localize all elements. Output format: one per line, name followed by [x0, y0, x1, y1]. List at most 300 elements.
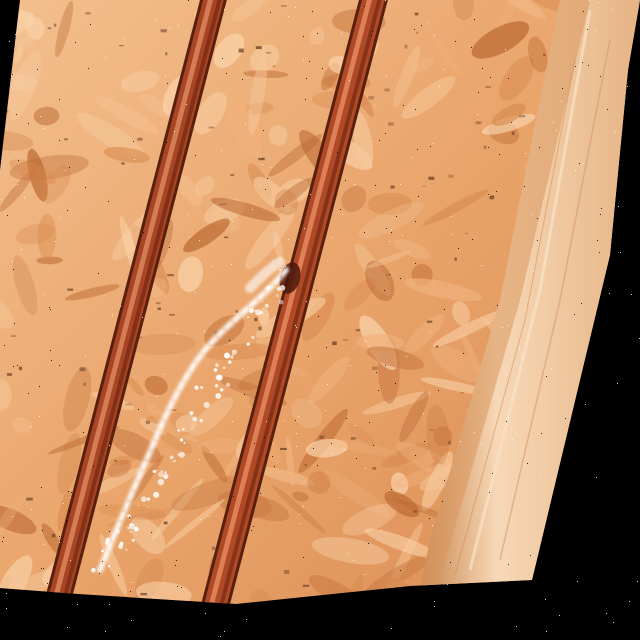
noise-dot [296, 446, 297, 447]
noise-dot [41, 487, 42, 488]
osb-speck [303, 585, 309, 587]
noise-dot [138, 505, 139, 506]
water-droplet [106, 538, 110, 542]
noise-dot [312, 11, 313, 12]
osb-speck [280, 448, 287, 450]
noise-dot [371, 141, 372, 142]
noise-dot [260, 157, 261, 158]
osb-speck [413, 511, 417, 513]
noise-dot [296, 327, 297, 328]
noise-dot [434, 35, 435, 36]
noise-dot [617, 434, 618, 435]
noise-dot [345, 180, 346, 181]
noise-dot [44, 544, 45, 545]
noise-dot [348, 553, 349, 554]
noise-dot [384, 290, 385, 291]
noise-dot [365, 341, 366, 342]
noise-dot [262, 301, 263, 302]
water-droplet [260, 311, 263, 314]
noise-dot [341, 33, 342, 34]
noise-dot [474, 19, 475, 20]
noise-dot [112, 315, 113, 316]
noise-dot [284, 420, 285, 421]
noise-dot [42, 530, 43, 531]
noise-dot [606, 613, 607, 614]
noise-dot [455, 41, 456, 42]
noise-dot [599, 252, 600, 253]
noise-dot [309, 61, 310, 62]
noise-dot [474, 432, 475, 433]
noise-dot [435, 635, 436, 636]
noise-dot [18, 160, 19, 161]
noise-dot [589, 0, 590, 1]
noise-dot [49, 307, 50, 308]
noise-dot [371, 35, 372, 36]
noise-dot [274, 466, 275, 467]
osb-speck [476, 121, 482, 124]
water-droplet [91, 568, 96, 573]
noise-dot [12, 74, 13, 75]
water-droplet [265, 304, 269, 308]
noise-dot [627, 86, 628, 87]
noise-dot [508, 417, 509, 418]
noise-dot [4, 345, 5, 346]
noise-dot [118, 575, 119, 576]
osb-speck [83, 383, 86, 386]
osb-speck [388, 122, 394, 125]
osb-speck [416, 32, 418, 34]
noise-dot [496, 191, 497, 192]
water-droplet [194, 386, 198, 390]
osb-speck [305, 464, 308, 466]
noise-dot [109, 531, 110, 532]
noise-dot [631, 196, 632, 197]
noise-dot [317, 33, 318, 34]
noise-dot [442, 501, 443, 502]
noise-dot [415, 221, 416, 222]
water-droplet [214, 368, 218, 372]
osb-speck [372, 467, 376, 470]
water-droplet [179, 452, 185, 458]
noise-dot [391, 628, 392, 629]
noise-dot [205, 613, 206, 614]
osb-speck [224, 237, 228, 239]
noise-dot [55, 241, 56, 242]
noise-dot [368, 543, 369, 544]
water-droplet [220, 388, 223, 391]
noise-dot [439, 86, 440, 87]
osb-speck [404, 45, 407, 49]
noise-dot [303, 506, 304, 507]
noise-dot [521, 354, 522, 355]
noise-dot [220, 636, 221, 637]
osb-speck [284, 570, 290, 574]
noise-dot [629, 601, 630, 602]
water-droplet [217, 375, 223, 381]
noise-dot [375, 185, 376, 186]
noise-dot [345, 449, 346, 450]
noise-dot [43, 568, 44, 569]
noise-dot [16, 24, 17, 25]
noise-dot [59, 536, 60, 537]
osb-speck [543, 54, 545, 56]
noise-dot [65, 170, 66, 171]
water-droplet [164, 471, 167, 474]
noise-dot [597, 240, 598, 241]
noise-dot [308, 356, 309, 357]
water-droplet [204, 402, 210, 408]
water-droplet [182, 428, 185, 431]
noise-dot [44, 128, 45, 129]
noise-dot [609, 293, 610, 294]
noise-dot [349, 80, 350, 81]
noise-dot [355, 425, 356, 426]
noise-dot [51, 360, 52, 361]
water-droplet [247, 343, 250, 346]
noise-dot [300, 523, 301, 524]
osb-speck [86, 12, 91, 14]
noise-dot [562, 543, 563, 544]
osb-speck [161, 29, 167, 32]
water-droplet [215, 363, 219, 367]
noise-dot [615, 289, 616, 290]
noise-dot [187, 214, 188, 215]
noise-dot [296, 433, 297, 434]
noise-dot [295, 420, 296, 421]
noise-dot [93, 466, 94, 467]
noise-dot [14, 323, 15, 324]
noise-dot [389, 274, 390, 275]
noise-dot [450, 562, 451, 563]
noise-dot [326, 347, 327, 348]
noise-dot [106, 505, 107, 506]
noise-dot [417, 149, 418, 150]
noise-dot [232, 221, 233, 222]
noise-dot [633, 450, 634, 451]
noise-dot [574, 314, 575, 315]
water-droplet [192, 417, 197, 422]
noise-dot [601, 208, 602, 209]
noise-dot [412, 157, 413, 158]
water-droplet [174, 460, 176, 462]
noise-dot [600, 214, 601, 215]
noise-dot [546, 631, 547, 632]
osb-speck [332, 342, 337, 346]
noise-dot [306, 301, 307, 302]
osb-speck [256, 46, 262, 49]
noise-dot [177, 333, 178, 334]
noise-dot [568, 591, 569, 592]
water-droplet [249, 308, 254, 313]
noise-dot [209, 516, 210, 517]
noise-dot [581, 303, 582, 304]
noise-dot [317, 465, 318, 466]
noise-dot [128, 256, 129, 257]
noise-dot [85, 187, 86, 188]
noise-dot [532, 214, 533, 215]
noise-dot [432, 525, 433, 526]
noise-dot [156, 20, 157, 21]
water-droplet [161, 470, 163, 472]
noise-dot [231, 264, 232, 265]
osb-speck [320, 435, 325, 438]
noise-dot [327, 384, 328, 385]
noise-dot [28, 123, 29, 124]
noise-dot [211, 452, 212, 453]
noise-dot [546, 376, 547, 377]
noise-dot [391, 232, 392, 233]
noise-dot [559, 615, 560, 616]
noise-dot [187, 619, 188, 620]
noise-dot [525, 153, 526, 154]
noise-dot [477, 114, 478, 115]
osb-speck [169, 314, 175, 315]
noise-dot [88, 624, 89, 625]
osb-speck [259, 158, 265, 161]
noise-dot [512, 439, 513, 440]
noise-dot [134, 159, 135, 160]
noise-dot [265, 189, 266, 190]
water-droplet [178, 429, 180, 431]
noise-dot [9, 41, 10, 42]
osb-speck [490, 196, 495, 200]
noise-dot [67, 627, 68, 628]
noise-dot [272, 456, 273, 457]
noise-dot [428, 22, 429, 23]
osb-speck [391, 186, 395, 189]
noise-dot [346, 418, 347, 419]
water-droplet [158, 472, 164, 478]
noise-dot [105, 631, 106, 632]
noise-dot [617, 313, 618, 314]
noise-dot [233, 496, 234, 497]
water-droplet [279, 300, 283, 304]
noise-dot [611, 9, 612, 10]
osb-speck [356, 329, 361, 331]
noise-dot [618, 206, 619, 207]
noise-dot [406, 356, 407, 357]
noise-dot [28, 393, 29, 394]
noise-dot [264, 437, 265, 438]
noise-dot [430, 146, 431, 147]
noise-dot [571, 609, 572, 610]
noise-dot [9, 627, 10, 628]
noise-dot [259, 185, 260, 186]
noise-dot [516, 626, 517, 627]
noise-dot [478, 92, 479, 93]
noise-dot [511, 122, 512, 123]
noise-dot [389, 241, 390, 242]
noise-dot [400, 570, 401, 571]
noise-dot [14, 185, 15, 186]
noise-dot [148, 507, 149, 508]
noise-dot [537, 240, 538, 241]
noise-dot [373, 445, 374, 446]
noise-dot [353, 560, 354, 561]
osb-speck [428, 177, 434, 180]
noise-dot [167, 83, 168, 84]
noise-dot [174, 131, 175, 132]
osb-speck [254, 318, 257, 321]
noise-dot [570, 541, 571, 542]
noise-dot [537, 218, 538, 219]
noise-dot [511, 428, 512, 429]
noise-dot [253, 526, 254, 527]
noise-dot [365, 468, 366, 469]
water-droplet [266, 286, 270, 290]
noise-dot [303, 36, 304, 37]
noise-dot [533, 626, 534, 627]
noise-dot [354, 184, 355, 185]
osb-speck [258, 327, 261, 331]
noise-dot [213, 205, 214, 206]
noise-dot [244, 394, 245, 395]
water-droplet [115, 529, 120, 534]
noise-dot [105, 57, 106, 58]
noise-dot [189, 237, 190, 238]
noise-dot [266, 455, 267, 456]
noise-dot [605, 289, 606, 290]
noise-dot [176, 560, 177, 561]
noise-dot [556, 130, 557, 131]
osb-speck [519, 115, 525, 118]
noise-dot [41, 568, 42, 569]
water-droplet [153, 492, 159, 498]
noise-dot [403, 482, 404, 483]
noise-dot [242, 79, 243, 80]
noise-dot [70, 560, 71, 561]
noise-dot [447, 584, 448, 585]
osb-speck [351, 437, 356, 440]
noise-dot [595, 30, 596, 31]
noise-dot [391, 489, 392, 490]
noise-dot [166, 142, 167, 143]
osb-speck [281, 5, 287, 6]
noise-dot [124, 38, 125, 39]
noise-dot [339, 497, 340, 498]
noise-dot [610, 294, 611, 295]
noise-dot [583, 11, 584, 12]
noise-dot [266, 421, 267, 422]
noise-dot [109, 445, 110, 446]
noise-dot [30, 426, 31, 427]
noise-dot [607, 109, 608, 110]
water-droplet [247, 316, 249, 318]
noise-dot [1, 619, 2, 620]
noise-dot [615, 131, 616, 132]
noise-dot [331, 237, 332, 238]
water-droplet [153, 470, 156, 473]
noise-dot [331, 443, 332, 444]
water-droplet [126, 549, 128, 551]
osb-speck [67, 289, 73, 291]
noise-dot [396, 216, 397, 217]
noise-dot [229, 340, 230, 341]
osb-speck [121, 162, 124, 164]
osb-speck [64, 138, 68, 140]
noise-dot [131, 582, 132, 583]
noise-dot [418, 196, 419, 197]
noise-dot [262, 164, 263, 165]
noise-dot [488, 194, 489, 195]
noise-dot [562, 88, 563, 89]
noise-dot [142, 317, 143, 318]
noise-dot [306, 78, 307, 79]
noise-dot [5, 83, 6, 84]
noise-dot [12, 516, 13, 517]
noise-dot [186, 104, 187, 105]
noise-dot [6, 593, 7, 594]
osb-speck [156, 302, 161, 304]
noise-dot [429, 518, 430, 519]
water-droplet [232, 354, 234, 356]
noise-dot [342, 214, 343, 215]
noise-dot [69, 511, 70, 512]
water-droplet [215, 384, 219, 388]
noise-dot [400, 184, 401, 185]
osb-speck [430, 430, 434, 431]
noise-dot [254, 443, 255, 444]
noise-dot [298, 416, 299, 417]
noise-dot [221, 150, 222, 151]
noise-dot [381, 530, 382, 531]
osb-speck [7, 373, 12, 376]
noise-dot [630, 257, 631, 258]
noise-dot [379, 140, 380, 141]
water-droplet [226, 383, 230, 387]
noise-dot [541, 433, 542, 434]
noise-dot [109, 604, 110, 605]
water-droplet [279, 269, 281, 271]
noise-dot [67, 210, 68, 211]
noise-dot [638, 438, 639, 439]
noise-dot [451, 216, 452, 217]
water-droplet [200, 386, 203, 389]
noise-dot [316, 290, 317, 291]
osb-speck [146, 421, 150, 425]
noise-dot [472, 239, 473, 240]
osb-speck [26, 498, 33, 501]
noise-dot [332, 453, 333, 454]
water-droplet [158, 479, 164, 485]
noise-dot [519, 348, 520, 349]
osb-speck [158, 308, 161, 310]
noise-dot [200, 609, 201, 610]
noise-dot [350, 365, 351, 366]
noise-dot [561, 101, 562, 102]
noise-dot [458, 248, 459, 249]
noise-dot [75, 42, 76, 43]
noise-dot [434, 606, 435, 607]
noise-dot [70, 497, 71, 498]
water-droplet [183, 442, 185, 444]
noise-dot [391, 229, 392, 230]
water-droplet [200, 419, 204, 423]
noise-dot [211, 266, 212, 267]
noise-dot [443, 69, 444, 70]
noise-dot [637, 581, 638, 582]
noise-dot [385, 365, 386, 366]
noise-dot [490, 77, 491, 78]
water-droplet [163, 474, 168, 479]
noise-dot [400, 278, 401, 279]
noise-dot [415, 109, 416, 110]
noise-dot [460, 441, 461, 442]
noise-dot [169, 27, 170, 28]
osb-speck [137, 138, 142, 141]
osb-speck [455, 257, 457, 261]
noise-dot [598, 2, 599, 3]
